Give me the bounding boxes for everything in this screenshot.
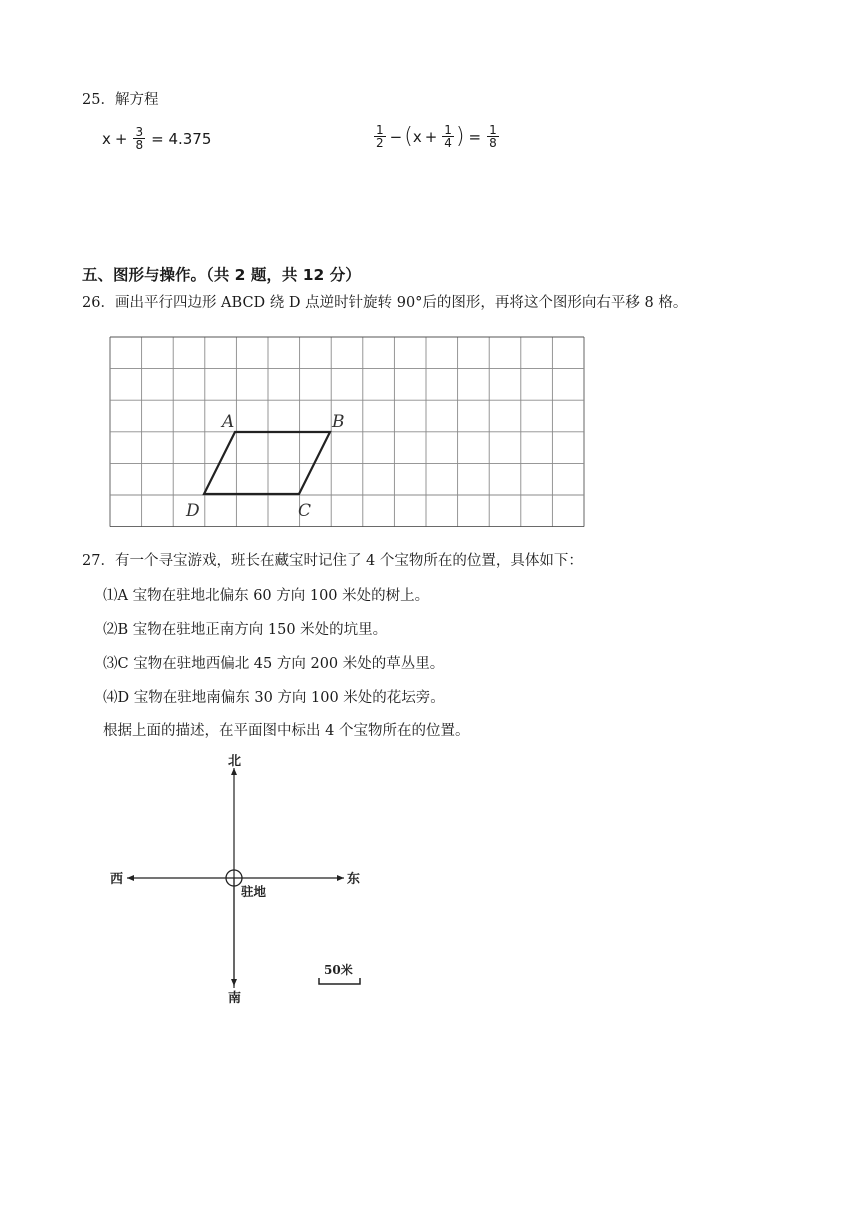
north-label: 北: [228, 754, 242, 769]
grid-lines: [110, 337, 584, 527]
q27-instruction: 根据上面的描述，在平面图中标出 4 个宝物所在的位置。: [103, 723, 470, 739]
equation-2: [372, 124, 501, 149]
q26-text: 26．画出平行四边形 ABCD 绕 D 点逆时针旋转 90°后的图形，再将这个图形向右平移 8 格。: [82, 295, 688, 311]
eq2-x: x: [412, 127, 422, 146]
eq2-n2: 1: [444, 123, 452, 137]
scale-bar: [319, 978, 360, 984]
eq2-d1: 2: [376, 136, 384, 150]
q27-text: 27．有一个寻宝游戏，班长在藏宝时记住了 4 个宝物所在的位置，具体如下：: [82, 553, 583, 569]
point-a-label: A: [222, 412, 235, 432]
eq2-d2: 4: [444, 136, 452, 150]
grid-svg: [109, 336, 587, 530]
q26-grid-figure: [109, 336, 587, 534]
eq2-fraction-2: [442, 124, 454, 149]
eq2-plus: +: [424, 127, 438, 146]
point-b-label: B: [332, 412, 345, 432]
eq2-d3: 8: [489, 136, 497, 150]
eq2-n3: 1: [489, 123, 497, 137]
origin-label: 驻地: [241, 884, 267, 899]
eq2-fraction-3: [487, 124, 499, 149]
point-d-label: D: [186, 501, 200, 521]
south-label: 南: [228, 991, 242, 1006]
eq2-rparen: ): [455, 123, 465, 149]
section-heading: 五、图形与操作。（共 2 题，共 12 分）: [82, 266, 361, 284]
q27-item-4: ⑷D 宝物在驻地南偏东 30 方向 100 米处的花坛旁。: [103, 690, 445, 706]
eq2-minus: −: [389, 127, 403, 146]
eq2-fraction-1: [374, 124, 386, 149]
west-label: 西: [110, 872, 124, 887]
eq2-lparen: (: [404, 123, 413, 149]
compass-map: [100, 748, 390, 1014]
eq1-fraction: [133, 126, 145, 151]
equation-1: [102, 126, 211, 151]
eq1-denominator: 8: [135, 138, 144, 152]
east-label: 东: [347, 872, 361, 887]
eq1-rhs: = 4.375: [151, 129, 212, 148]
q27-item-2: ⑵B 宝物在驻地正南方向 150 米处的坑里。: [103, 622, 388, 638]
q27-item-1: ⑴A 宝物在驻地北偏东 60 方向 100 米处的树上。: [103, 588, 430, 604]
eq2-n1: 1: [376, 123, 384, 137]
q25-title: 25．解方程: [82, 92, 159, 108]
eq1-x: x: [102, 129, 111, 148]
scale-label: 50米: [324, 963, 353, 977]
compass-svg: [100, 748, 390, 1010]
eq1-numerator: 3: [135, 125, 144, 139]
point-c-label: C: [298, 501, 312, 521]
eq2-equals: =: [468, 127, 482, 146]
eq1-plus: +: [114, 129, 128, 148]
q27-item-3: ⑶C 宝物在驻地西偏北 45 方向 200 米处的草丛里。: [103, 656, 445, 672]
